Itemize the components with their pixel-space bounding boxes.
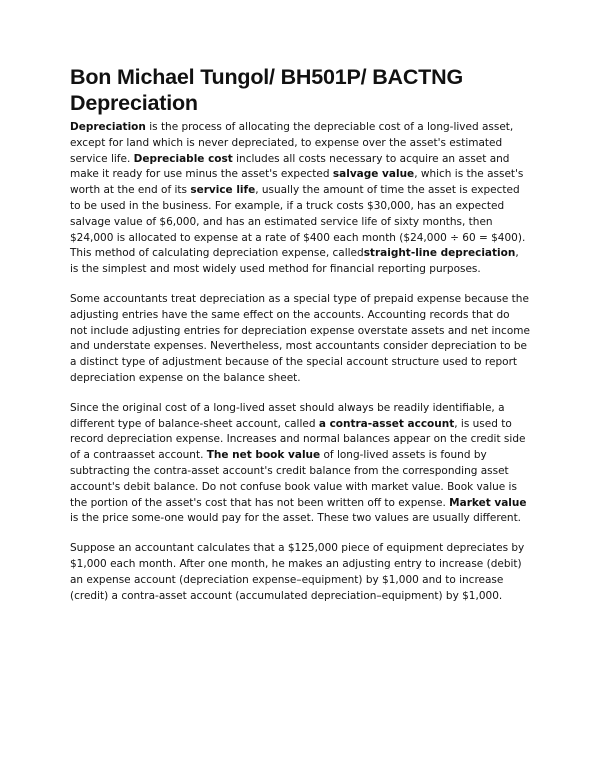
paragraph-text: , usually the amount of time the asset is expected to be used in the business. For example, if a truck costs $30,000, has an expected salvage value of $6,000, and has an estimated service life of sixty months, then $24,000 is allocated to expense at a rate of $400 each month ($24,000 ÷ 60 = $400). This method of calculating depreciation expense, called [70, 184, 526, 260]
bold-term: The net book value [206, 449, 321, 462]
paragraph-text: Suppose an accountant calculates that a $125,000 piece of equipment depreciates by $1,000 each month. After one month, he makes an adjusting entry to increase (debit) an expense account (depreciation expense–equipment) by $1,000 and to increase (credit) a contra-asset account (accumulated depreciation–equipment) by $1,000. [70, 542, 525, 602]
paragraph-text: of long-lived assets is found by subtracting the contra-asset account's credit balance from the corresponding asset account's debit balance. Do not confuse book value with market value. Book value is the portion of the asset's cost that has not been written off to expense. [70, 449, 517, 509]
document-title [70, 64, 530, 116]
paragraph [70, 541, 530, 604]
bold-term: straight-line depreciation [363, 247, 516, 260]
paragraph-text: , is the simplest and most widely used method for financial reporting purposes. [70, 247, 519, 276]
bold-term: service life [190, 184, 256, 197]
bold-term: Depreciable cost [133, 152, 233, 165]
bold-term: a contra-asset account [318, 417, 455, 430]
paragraph-text: , is used to record depreciation expense. Increases and normal balances appear on the credit side of a contraasset account. [70, 417, 526, 462]
document-body [70, 120, 530, 604]
paragraph-text: is the process of allocating the depreciable cost of a long-lived asset, except for land which is never depreciated, to expense over the asset's estimated service life. [70, 121, 514, 165]
title-line-topic: Depreciation [70, 91, 198, 115]
title-line-author: Bon Michael Tungol/ BH501P/ BACTNG [70, 65, 463, 89]
paragraph-text: includes all costs necessary to acquire an asset and make it ready for use minus the asset's expected [70, 152, 510, 181]
paragraph-text: Some accountants treat depreciation as a special type of prepaid expense because the adjusting entries have the same effect on the accounts. Accounting records that do not include adjusting entries for depreciation expense overstate assets and net income and understate expenses. Nevertheless, most accountants consider depreciation to be a distinct type of adjustment because of the special account structure used to report depreciation expense on the balance sheet. [70, 292, 530, 384]
document-page [70, 64, 530, 618]
paragraph-text: Since the original cost of a long-lived asset should always be readily identifiable, a different type of balance-sheet account, called [70, 401, 505, 430]
bold-term: salvage value [332, 168, 415, 181]
paragraph [70, 120, 530, 278]
paragraph-text: is the price some-one would pay for the asset. These two values are usually different. [70, 512, 522, 525]
bold-term: Market value [449, 496, 527, 509]
bold-term: Depreciation [70, 121, 146, 133]
paragraph [70, 292, 530, 387]
paragraph [70, 401, 530, 527]
paragraph-text: , which is the asset's worth at the end of its [70, 168, 524, 197]
